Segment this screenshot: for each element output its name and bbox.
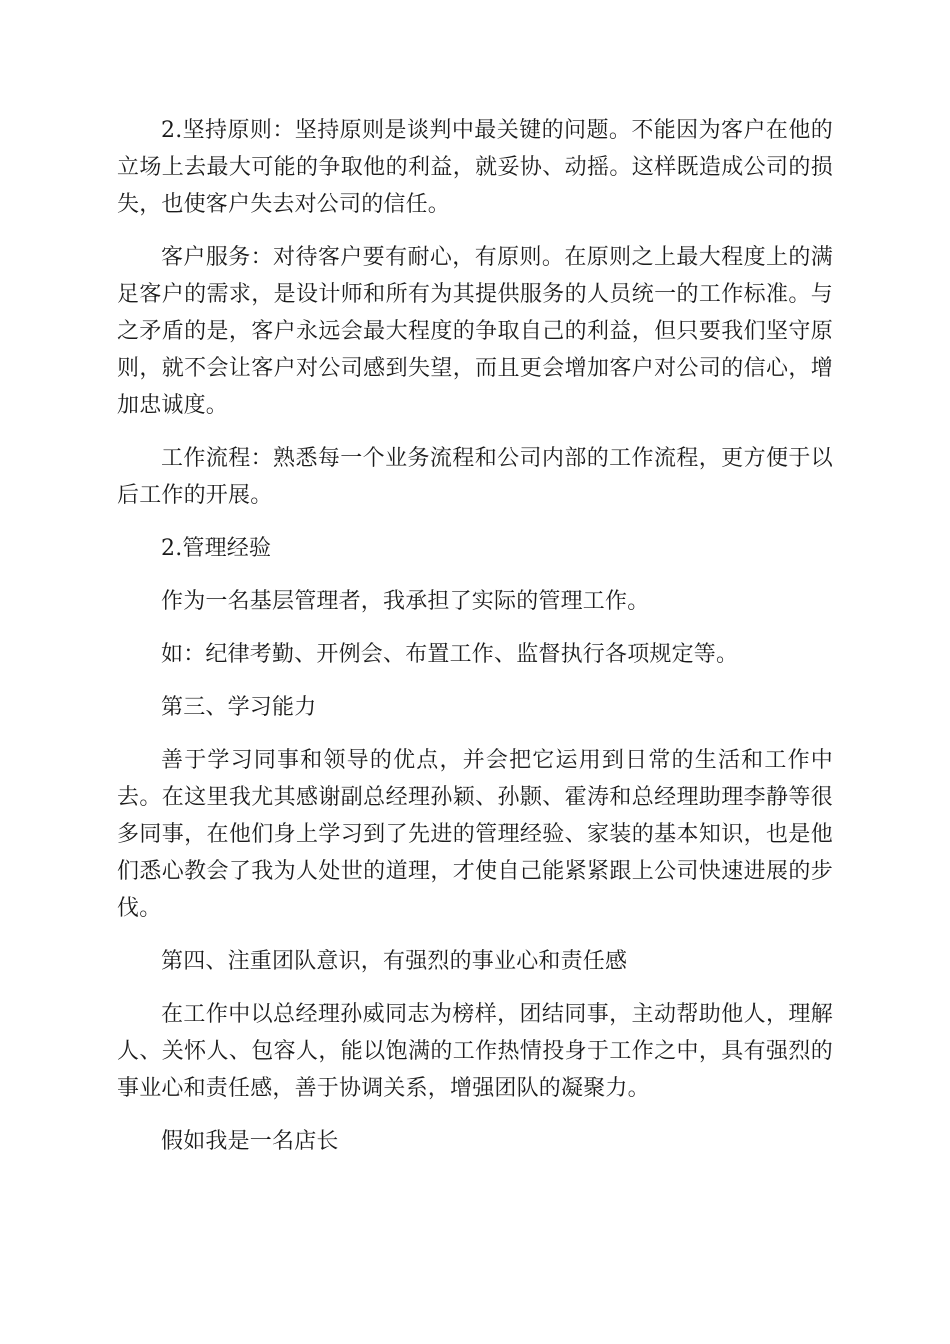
paragraph-management-examples: 如：纪律考勤、开例会、布置工作、监督执行各项规定等。: [161, 642, 739, 667]
paragraph-learning: 善于学习同事和领导的优点，并会把它运用到日常的生活和工作中去。在这里我尤其感谢副总经理孙颖、孙颢、霍涛和总经理助理李静等很多同事，在他们身上学习到了先进的管理经验、家装的基本知识，也是他们悉心教会了我为人处世的道理，才使自己能紧紧跟上公司快速进展的步伐。: [117, 748, 833, 921]
heading-if-i-were-manager: 假如我是一名店长: [161, 1129, 339, 1154]
paragraph-principle: 2.坚持原则：坚持原则是谈判中最关键的问题。不能因为客户在他的立场上去最大可能的争取他的利益，就妥协、动摇。这样既造成公司的损失，也使客户失去对公司的信任。: [117, 118, 833, 217]
heading-management-experience: 2.管理经验: [161, 536, 272, 561]
heading-team-awareness: 第四、注重团队意识，有强烈的事业心和责任感: [161, 949, 628, 974]
document-body: [117, 112, 833, 1176]
paragraph-teamwork: 在工作中以总经理孙威同志为榜样，团结同事，主动帮助他人，理解人、关怀人、包容人，能以饱满的工作热情投身于工作之中，具有强烈的事业心和责任感，善于协调关系，增强团队的凝聚力。: [117, 1002, 833, 1101]
paragraph-customer-service: 客户服务：对待客户要有耐心，有原则。在原则之上最大程度上的满足客户的需求，是设计师和所有为其提供服务的人员统一的工作标准。与之矛盾的是，客户永远会最大程度的争取自己的利益，但只要我们坚守原则，就不会让客户对公司感到失望，而且更会增加客户对公司的信心，增加忠诚度。: [117, 245, 833, 418]
paragraph-manager-role: 作为一名基层管理者，我承担了实际的管理工作。: [161, 589, 650, 614]
heading-learning-ability: 第三、学习能力: [161, 695, 317, 720]
paragraph-workflow: 工作流程：熟悉每一个业务流程和公司内部的工作流程，更方便于以后工作的开展。: [117, 446, 833, 508]
